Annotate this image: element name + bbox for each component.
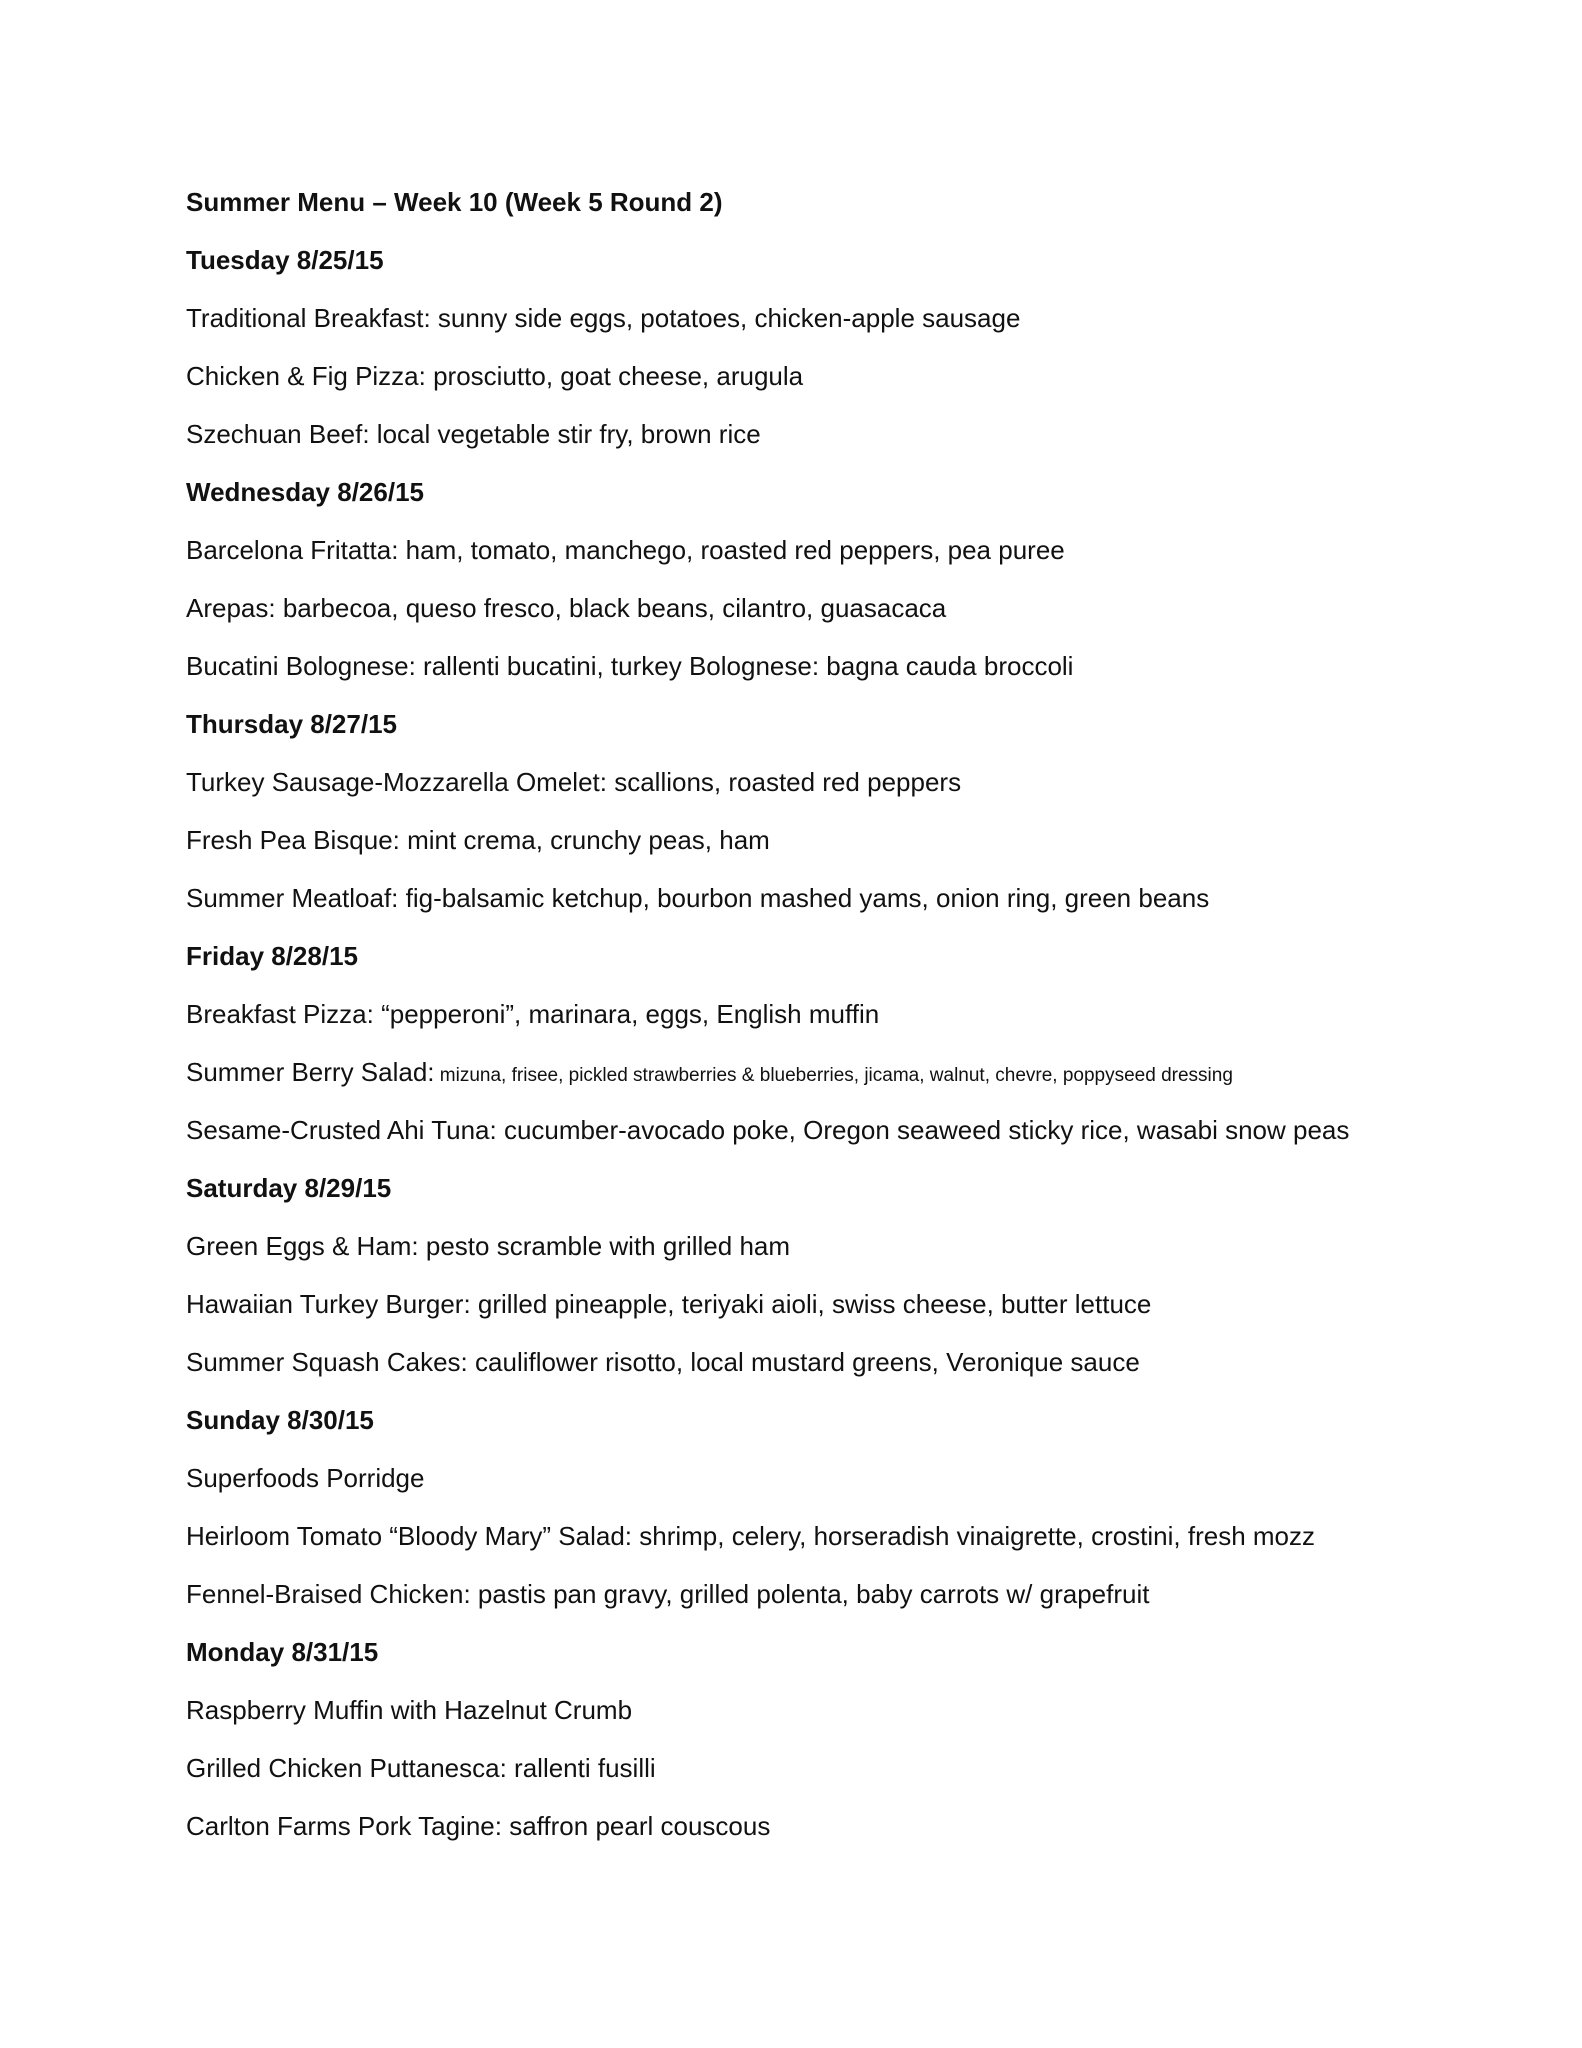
menu-item-desc: “pepperoni”, marinara, eggs, English muffin [373,999,880,1029]
day-heading-monday: Monday 8/31/15 [186,1637,379,1667]
menu-title: Summer Menu – Week 10 (Week 5 Round 2) [186,187,723,217]
day-heading-friday: Friday 8/28/15 [186,941,358,971]
menu-item-desc: fig-balsamic ketchup, bourbon mashed yams, onion ring, green beans [398,883,1210,913]
menu-item-desc: mint crema, crunchy peas, ham [399,825,770,855]
menu-item-desc: ham, tomato, manchego, roasted red peppers, pea puree [398,535,1065,565]
menu-item-desc: local vegetable stir fry, brown rice [369,419,761,449]
menu-item-desc: pesto scramble with grilled ham [418,1231,791,1261]
menu-item-desc: cucumber-avocado poke, Oregon seaweed sticky rice, wasabi snow peas [496,1115,1350,1145]
menu-item-desc: mizuna, frisee, pickled strawberries & blueberries, jicama, walnut, chevre, poppyseed dressing [434,1065,1233,1086]
menu-item [186,1520,1436,1578]
menu-item-name: Bucatini Bolognese: [186,651,416,681]
menu-item [186,534,1436,592]
menu-item-name: Breakfast Pizza: [186,999,374,1029]
menu-item-name: Szechuan Beef: [186,419,370,449]
menu-item [186,360,1436,418]
day-heading-saturday: Saturday 8/29/15 [186,1173,392,1203]
menu-item [186,1810,1436,1868]
menu-item [186,302,1436,360]
day-heading-sunday: Sunday 8/30/15 [186,1405,374,1435]
menu-item-name: Summer Meatloaf: [186,883,399,913]
menu-item-name: Raspberry Muffin with Hazelnut Crumb [186,1695,633,1725]
menu-item-desc: prosciutto, goat cheese, arugula [425,361,804,391]
menu-item-desc: scallions, roasted red peppers [606,767,962,797]
menu-item [186,1230,1436,1288]
menu-item-name: Fresh Pea Bisque: [186,825,400,855]
menu-item-name: Arepas: [186,593,276,623]
menu-item [186,882,1436,940]
menu-item [186,998,1436,1056]
menu-item [186,1288,1436,1346]
menu-item [186,1694,1436,1752]
menu-item-name: Barcelona Fritatta: [186,535,399,565]
menu-item-name: Superfoods Porridge [186,1463,425,1493]
menu-item [186,1346,1436,1404]
menu-item [186,418,1436,476]
menu-item-name: Turkey Sausage-Mozzarella Omelet: [186,767,607,797]
menu-item-desc: cauliflower risotto, local mustard greens, Veronique sauce [467,1347,1140,1377]
menu-item [186,1462,1436,1520]
menu-item-desc: saffron pearl couscous [501,1811,771,1841]
menu-item-name: Summer Squash Cakes: [186,1347,468,1377]
menu-item-name: Hawaiian Turkey Burger: [186,1289,471,1319]
menu-item-name: Grilled Chicken Puttanesca: [186,1753,507,1783]
menu-item-name: Heirloom Tomato “Bloody Mary” Salad: [186,1521,633,1551]
menu-item-name: Traditional Breakfast: [186,303,431,333]
menu-item [186,766,1436,824]
menu-item-name: Summer Berry Salad: [186,1057,435,1087]
menu-item [186,824,1436,882]
menu-item [186,1056,1436,1114]
menu-item-desc: pastis pan gravy, grilled polenta, baby carrots w/ grapefruit [470,1579,1150,1609]
menu-item-name: Sesame-Crusted Ahi Tuna: [186,1115,497,1145]
menu-item-desc: rallenti fusilli [506,1753,656,1783]
menu-item-name: Green Eggs & Ham: [186,1231,419,1261]
menu-item [186,1578,1436,1636]
day-heading-tuesday: Tuesday 8/25/15 [186,245,384,275]
day-heading-wednesday: Wednesday 8/26/15 [186,477,424,507]
menu-item-desc: grilled pineapple, teriyaki aioli, swiss cheese, butter lettuce [470,1289,1152,1319]
menu-item-desc: shrimp, celery, horseradish vinaigrette, crostini, fresh mozz [632,1521,1316,1551]
day-heading-thursday: Thursday 8/27/15 [186,709,397,739]
menu-item-name: Carlton Farms Pork Tagine: [186,1811,502,1841]
menu-item-name: Fennel-Braised Chicken: [186,1579,471,1609]
menu-item [186,1752,1436,1810]
menu-item-desc: sunny side eggs, potatoes, chicken-apple sausage [430,303,1021,333]
menu-item [186,1114,1436,1172]
menu-item-desc: rallenti bucatini, turkey Bolognese: bagna cauda broccoli [415,651,1074,681]
menu-item [186,650,1436,708]
menu-item [186,592,1436,650]
menu-item-desc: barbecoa, queso fresco, black beans, cilantro, guasacaca [275,593,947,623]
menu-item-name: Chicken & Fig Pizza: [186,361,426,391]
menu-content [186,186,1436,1868]
